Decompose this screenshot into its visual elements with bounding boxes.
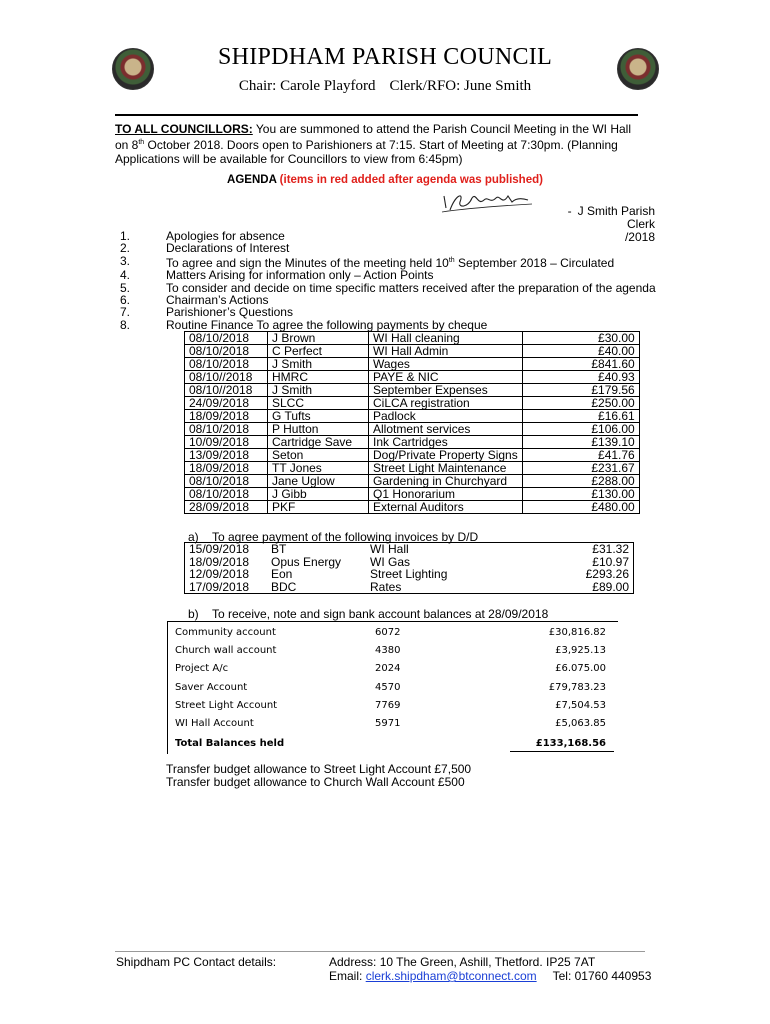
bank-account-row [175, 663, 606, 677]
transfer-line: Transfer budget allowance to Church Wall Account £500 [166, 775, 465, 789]
dd-date: 17/09/2018 [189, 579, 250, 594]
payment-row [185, 501, 640, 514]
payment-row [185, 410, 640, 423]
payment-row [185, 345, 640, 358]
bank-account-row [175, 682, 606, 696]
agenda-item-number: 6. [120, 293, 131, 308]
bank-total-value: £133,168.56 [535, 738, 606, 749]
bank-account-row [175, 700, 606, 714]
payment-date: 28/09/2018 [185, 501, 268, 514]
dd-amount: £10.97 [592, 554, 629, 569]
agenda-item-number: 1. [120, 229, 131, 243]
direct-debit-row [185, 568, 634, 581]
payment-amount: £231.67 [522, 462, 639, 475]
payment-description: Dog/Private Property Signs [369, 449, 523, 462]
agenda-item-text: Declarations of Interest [166, 241, 290, 256]
dd-date: 12/09/2018 [189, 567, 250, 581]
bank-account-name: Church wall account [175, 645, 277, 657]
payment-amount: £139.10 [522, 436, 639, 449]
dd-date: 15/09/2018 [189, 542, 250, 556]
payment-payee: J Gibb [268, 488, 369, 501]
payment-amount: £40.93 [522, 371, 639, 384]
agenda-list [120, 230, 656, 331]
payment-date: 18/09/2018 [185, 410, 268, 423]
payment-amount: £250.00 [522, 397, 639, 410]
page-title: SHIPDHAM PARISH COUNCIL [217, 44, 553, 70]
payment-amount: £41.76 [522, 449, 639, 462]
summons-text-1: You are summoned to attend the Parish Council Meeting in the WI Hall on 8 [115, 122, 631, 152]
payment-date: 08/10/2018 [185, 345, 268, 358]
clerk-line-1 [540, 205, 655, 231]
payment-date: 18/09/2018 [185, 462, 268, 475]
payment-date: 13/09/2018 [185, 449, 268, 462]
dd-payee: Eon [271, 567, 293, 581]
agenda-item-text: Routine Finance To agree the following payments by cheque [166, 317, 488, 332]
bank-account-balance: £3,925.13 [555, 645, 606, 657]
agenda-item-number: 5. [120, 280, 131, 295]
dd-description: Rates [370, 579, 402, 594]
summons-lead: TO ALL COUNCILLORS: [115, 122, 253, 136]
cheque-payments-table [184, 331, 640, 514]
agenda-title: AGENDA [227, 174, 277, 186]
agenda-item [120, 269, 656, 281]
bank-account-number: 7769 [375, 699, 401, 711]
bank-account-row [175, 645, 606, 659]
header-divider [115, 114, 638, 116]
bank-account-number: 4380 [375, 645, 401, 657]
payment-date: 08/10/2018 [185, 423, 268, 436]
footer-contact [329, 955, 651, 983]
payment-payee: J Smith [268, 384, 369, 397]
payment-row [185, 397, 640, 410]
dd-description: WI Gas [370, 554, 411, 569]
bank-account-balance: £7,504.53 [555, 699, 606, 711]
payment-row [185, 371, 640, 384]
bank-account-balance: £30,816.82 [548, 627, 606, 638]
payment-payee: Jane Uglow [268, 475, 369, 488]
payment-description: Q1 Honorarium [369, 488, 523, 501]
payment-description: Street Light Maintenance [369, 462, 523, 475]
payment-payee: J Smith [268, 358, 369, 371]
payment-payee: PKF [268, 501, 369, 514]
payment-date: 08/10/2018 [185, 488, 268, 501]
agenda-item-text-part: September 2018 – Circulated [454, 255, 615, 270]
bank-total-label: Total Balances held [175, 738, 285, 749]
clerk-signature [438, 188, 538, 216]
agenda-item-text: To consider and decide on time specific matters received after the preparation of the agenda [166, 280, 656, 295]
payment-amount: £288.00 [522, 475, 639, 488]
payment-payee: Cartridge Save [268, 436, 369, 449]
clerk-dash: - [567, 204, 572, 218]
payment-payee: HMRC [268, 371, 369, 384]
bank-total-row [175, 738, 606, 752]
agenda-item-sup: th [448, 256, 455, 264]
payment-row [185, 488, 640, 501]
dd-amount: £293.26 [585, 567, 629, 581]
payment-description: Ink Cartridges [369, 436, 523, 449]
transfer-line: Transfer budget allowance to Street Light Account £7,500 [166, 762, 472, 776]
bank-account-balance: £6.075.00 [555, 663, 606, 675]
footer-tel: Tel: 01760 440953 [552, 969, 652, 983]
bank-balances-heading [188, 607, 548, 621]
payment-date: 08/10/2018 [185, 475, 268, 488]
dd-payee: BDC [271, 579, 297, 594]
clerk-rfo-text: Clerk/RFO: June Smith [389, 78, 532, 94]
payment-amount: £841.60 [522, 358, 639, 371]
payment-row [185, 436, 640, 449]
bank-account-number: 5971 [375, 718, 401, 729]
dd-amount: £31.32 [592, 542, 629, 556]
bank-account-row [175, 718, 606, 732]
payment-amount: £179.56 [522, 384, 639, 397]
payment-payee: SLCC [268, 397, 369, 410]
footer-divider [115, 951, 645, 952]
payment-payee: TT Jones [268, 462, 369, 475]
payment-payee: Seton [268, 449, 369, 462]
agenda-item-text: Parishioner’s Questions [166, 305, 293, 320]
dd-amount: £89.00 [592, 579, 629, 594]
payment-date: 24/09/2018 [185, 397, 268, 410]
agenda-item-number: 3. [120, 253, 131, 268]
agenda-item [120, 306, 656, 318]
agenda-item-text: Matters Arising for information only – Action Points [166, 268, 434, 283]
agenda-item-text: Apologies for absence [166, 229, 285, 243]
payment-amount: £40.00 [522, 345, 639, 358]
payment-description: Wages [369, 358, 523, 371]
bank-account-name: Project A/c [175, 663, 229, 675]
payment-description: Padlock [369, 410, 523, 423]
dd-date: 18/09/2018 [189, 554, 250, 569]
payment-payee: G Tufts [268, 410, 369, 423]
agenda-item [120, 319, 656, 331]
footer-address: Address: 10 The Green, Ashill, Thetford. IP25 7AT [329, 955, 596, 969]
payment-payee: C Perfect [268, 345, 369, 358]
bank-account-balance: £5,063.85 [555, 718, 606, 729]
payment-amount: £106.00 [522, 423, 639, 436]
bank-account-name: WI Hall Account [175, 718, 254, 729]
bank-account-name: Saver Account [175, 681, 248, 693]
payment-row [185, 462, 640, 475]
bank-account-name: Community account [175, 627, 276, 638]
payment-amount: £16.61 [522, 410, 639, 423]
agenda-item-number: 2. [120, 241, 131, 256]
dd-description: Street Lighting [370, 567, 448, 581]
payment-row [185, 475, 640, 488]
bank-account-number: 2024 [375, 663, 401, 675]
payment-description: External Auditors [369, 501, 523, 514]
direct-debit-heading-text: To agree payment of the following invoices by D/D [212, 530, 479, 544]
footer-email-label: Email: [329, 969, 366, 983]
chair-text: Chair: Carole Playford [238, 78, 376, 94]
agenda-item [120, 242, 656, 254]
bank-balances-heading-text: To receive, note and sign bank account balances at 28/09/2018 [212, 607, 549, 621]
payment-date: 08/10/2018 [185, 332, 268, 345]
officers-line [0, 78, 770, 95]
bank-account-row [175, 627, 606, 641]
dd-description: WI Hall [370, 542, 409, 556]
payment-row [185, 423, 640, 436]
summons-text-2: October 2018. Doors open to Parishioners at 7:15. Start of Meeting at 7:30pm. (Planning Applications will be available for Councillors to view from 6:45pm) [115, 138, 618, 166]
payment-date: 08/10/2018 [185, 358, 268, 371]
payment-row [185, 384, 640, 397]
footer-email-line [329, 969, 651, 983]
payment-date: 10/09/2018 [185, 436, 268, 449]
bank-balances-table [167, 621, 618, 754]
payment-date: 08/10//2018 [185, 371, 268, 384]
footer-contact-label: Shipdham PC Contact details: [116, 955, 277, 969]
payment-description: Allotment services [369, 423, 523, 436]
agenda-heading [0, 174, 770, 186]
agenda-item-number: 8. [120, 317, 131, 332]
bank-account-balance: £79,783.23 [548, 681, 606, 693]
payment-payee: P Hutton [268, 423, 369, 436]
payment-description: September Expenses [369, 384, 523, 397]
sub-item-label: a) [188, 530, 199, 544]
payment-description: Gardening in Churchyard [369, 475, 523, 488]
agenda-item-text: Chairman’s Actions [166, 293, 269, 308]
summons-paragraph [115, 122, 645, 166]
payment-row [185, 332, 640, 345]
payment-row [185, 358, 640, 371]
dd-payee: Opus Energy [271, 554, 342, 569]
payment-description: PAYE & NIC [369, 371, 523, 384]
payment-description: WI Hall Admin [369, 345, 523, 358]
direct-debit-row [185, 543, 634, 556]
agenda-note: (items in red added after agenda was published) [279, 174, 543, 186]
dd-payee: BT [271, 542, 287, 556]
payment-payee: J Brown [268, 332, 369, 345]
bank-account-number: 6072 [375, 627, 401, 638]
payment-amount: £130.00 [522, 488, 639, 501]
bank-account-name: Street Light Account [175, 699, 278, 711]
clerk-line-2: /2018 [624, 230, 655, 244]
payment-amount: £30.00 [522, 332, 639, 345]
direct-debit-row [185, 581, 634, 594]
agenda-item-number: 4. [120, 268, 131, 283]
sub-item-label: b) [188, 607, 199, 621]
clerk-name: J Smith Parish Clerk [577, 204, 655, 231]
payment-description: CiLCA registration [369, 397, 523, 410]
transfer-notes [166, 763, 471, 789]
payment-row [185, 449, 640, 462]
summons-sup: th [138, 139, 145, 146]
payment-description: WI Hall cleaning [369, 332, 523, 345]
agenda-item [120, 255, 656, 269]
payment-amount: £480.00 [522, 501, 639, 514]
direct-debit-table [184, 542, 634, 594]
agenda-item-number: 7. [120, 305, 131, 320]
payment-date: 08/10//2018 [185, 384, 268, 397]
agenda-item-text-part: To agree and sign the Minutes of the meeting held 10 [166, 255, 449, 270]
email-link[interactable]: clerk.shipdham@btconnect.com [365, 969, 537, 983]
bank-account-number: 4570 [375, 681, 401, 693]
agenda-item-text [166, 255, 614, 269]
